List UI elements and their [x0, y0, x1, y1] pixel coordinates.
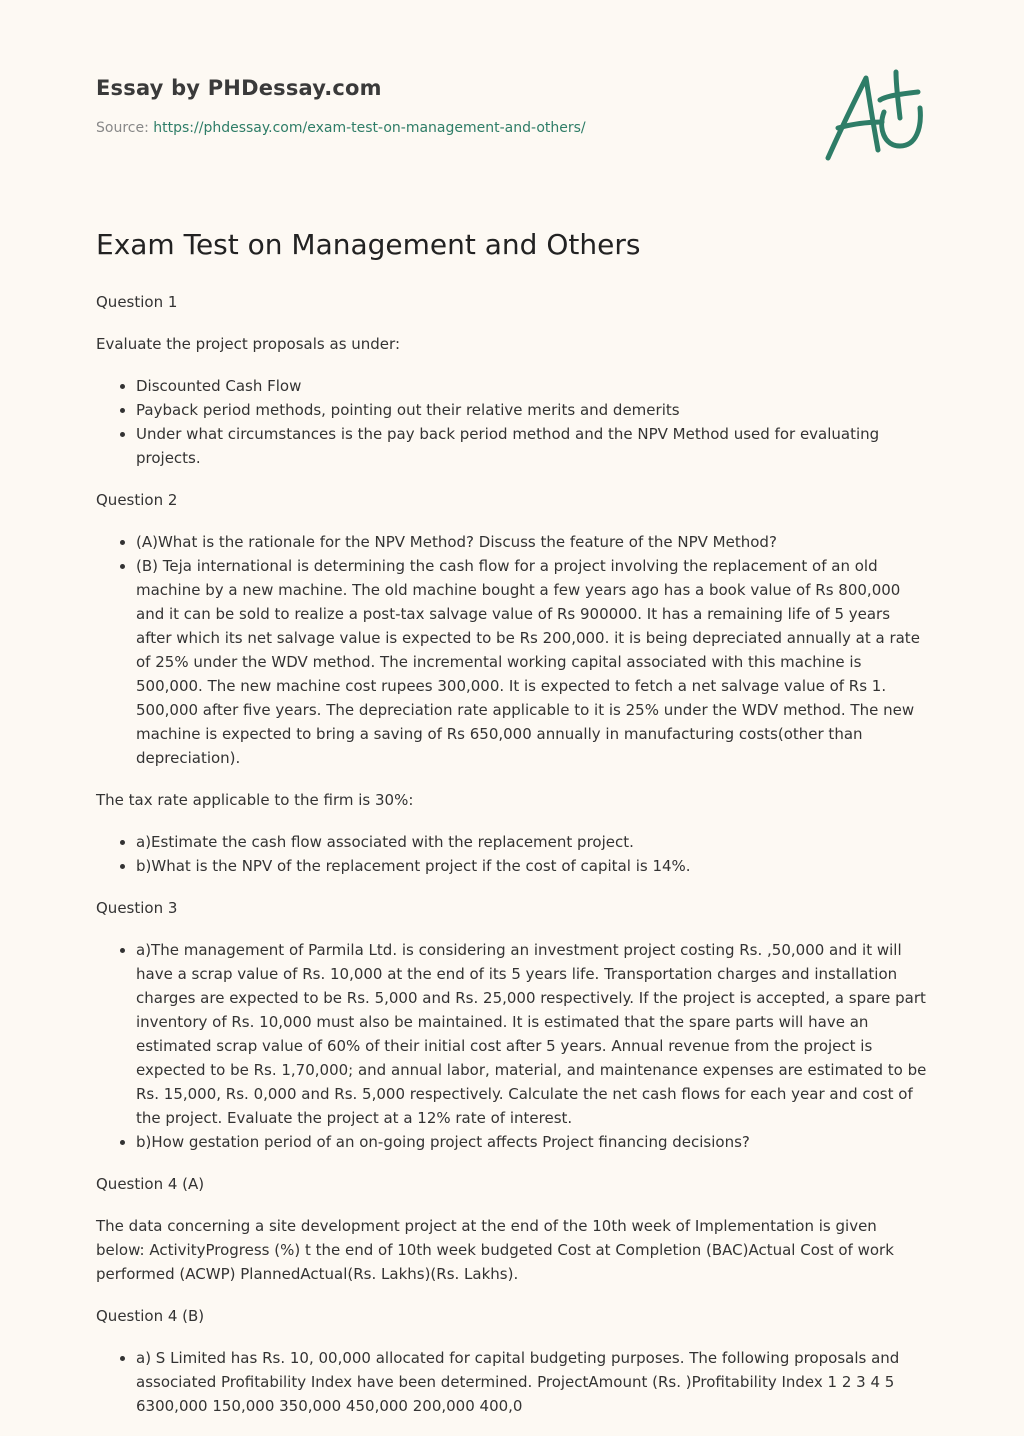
source-line: [96, 120, 796, 136]
question-1-list: [96, 374, 928, 470]
page-header: [96, 76, 796, 136]
source-link[interactable]: https://phdessay.com/exam-test-on-management-and-others/: [153, 120, 586, 136]
question-4b-heading: Question 4 (B): [96, 1307, 205, 1325]
list-item: • Payback period methods, pointing out their relative merits and demerits: [136, 398, 928, 422]
list-item: • Under what circumstances is the pay back period method and the NPV Method used for evaluating projects.: [136, 422, 928, 470]
source-label: Source:: [96, 120, 154, 136]
essay-content: [96, 226, 928, 1436]
brand-title: Essay by PHDessay.com: [96, 76, 382, 100]
list-item: • b)What is the NPV of the replacement project if the cost of capital is 14%.: [136, 854, 928, 878]
list-item: • (A)What is the rationale for the NPV Method? Discuss the feature of the NPV Method?: [136, 530, 928, 554]
question-3-list: [96, 938, 928, 1154]
question-3-heading: Question 3: [96, 899, 178, 917]
question-2-list: [96, 530, 928, 770]
list-item: • Discounted Cash Flow: [136, 374, 928, 398]
list-item: • b)How gestation period of an on-going project affects Project financing decisions?: [136, 1130, 928, 1154]
list-item: • a)The management of Parmila Ltd. is considering an investment project costing Rs. ,50,000 and it will have a scrap value of Rs. 10,000 at the end of its 5 years life. Transportation charges and installation charges are expected to be Rs. 5,000 and Rs. 25,000 respectively. If the project is accepted, a spare part inventory of Rs. 10,000 must also be maintained. It is estimated that the spare parts will have an estimated scrap value of 60% of their initial cost after 5 years. Annual revenue from the project is expected to be Rs. 1,70,000; and annual labor, material, and maintenance expenses are estimated to be Rs. 15,000, Rs. 0,000 and Rs. 5,000 respectively. Calculate the net cash flows for each year and cost of the project. Evaluate the project at a 12% rate of interest.: [136, 938, 928, 1130]
question-1-intro: Evaluate the project proposals as under:: [96, 335, 400, 353]
question-4a-text: The data concerning a site development project at the end of the 10th week of Implementation is given below: ActivityProgress (%) t the end of 10th week budgeted Cost at Completion (BAC)Actual Cost of work performed (ACWP) PlannedActual(Rs. Lakhs)(Rs. Lakhs).: [96, 1217, 894, 1283]
question-2-heading: Question 2: [96, 491, 178, 509]
a-plus-logo-icon: [820, 66, 930, 166]
list-item: • (B) Teja international is determining the cash flow for a project involving the replacement of an old machine by a new machine. The old machine bought a few years ago has a book value of Rs 800,000 and it can be sold to realize a post-tax salvage value of Rs 900000. It has a remaining life of 5 years after which its net salvage value is expected to be Rs 200,000. it is being depreciated annually at a rate of 25% under the WDV method. The incremental working capital associated with this machine is 500,000. The new machine cost rupees 300,000. It is expected to fetch a net salvage value of Rs 1. 500,000 after five years. The depreciation rate applicable to it is 25% under the WDV method. The new machine is expected to bring a saving of Rs 650,000 annually in manufacturing costs(other than depreciation).: [136, 554, 928, 770]
question-2-sub-list: [96, 830, 928, 878]
essay-title: Exam Test on Management and Others: [96, 228, 641, 261]
a-plus-logo-svg: [820, 66, 930, 166]
question-1-heading: Question 1: [96, 293, 178, 311]
question-2-tax-note: The tax rate applicable to the firm is 30%:: [96, 791, 414, 809]
list-item: • a) S Limited has Rs. 10, 00,000 allocated for capital budgeting purposes. The following proposals and associated Profitability Index have been determined. ProjectAmount (Rs. )Profitability Index 1 2 3 4 5 6300,000 150,000 350,000 450,000 200,000 400,0: [136, 1346, 928, 1418]
question-4b-list: [96, 1346, 928, 1418]
question-4a-heading: Question 4 (A): [96, 1175, 205, 1193]
list-item: • a)Estimate the cash flow associated with the replacement project.: [136, 830, 928, 854]
